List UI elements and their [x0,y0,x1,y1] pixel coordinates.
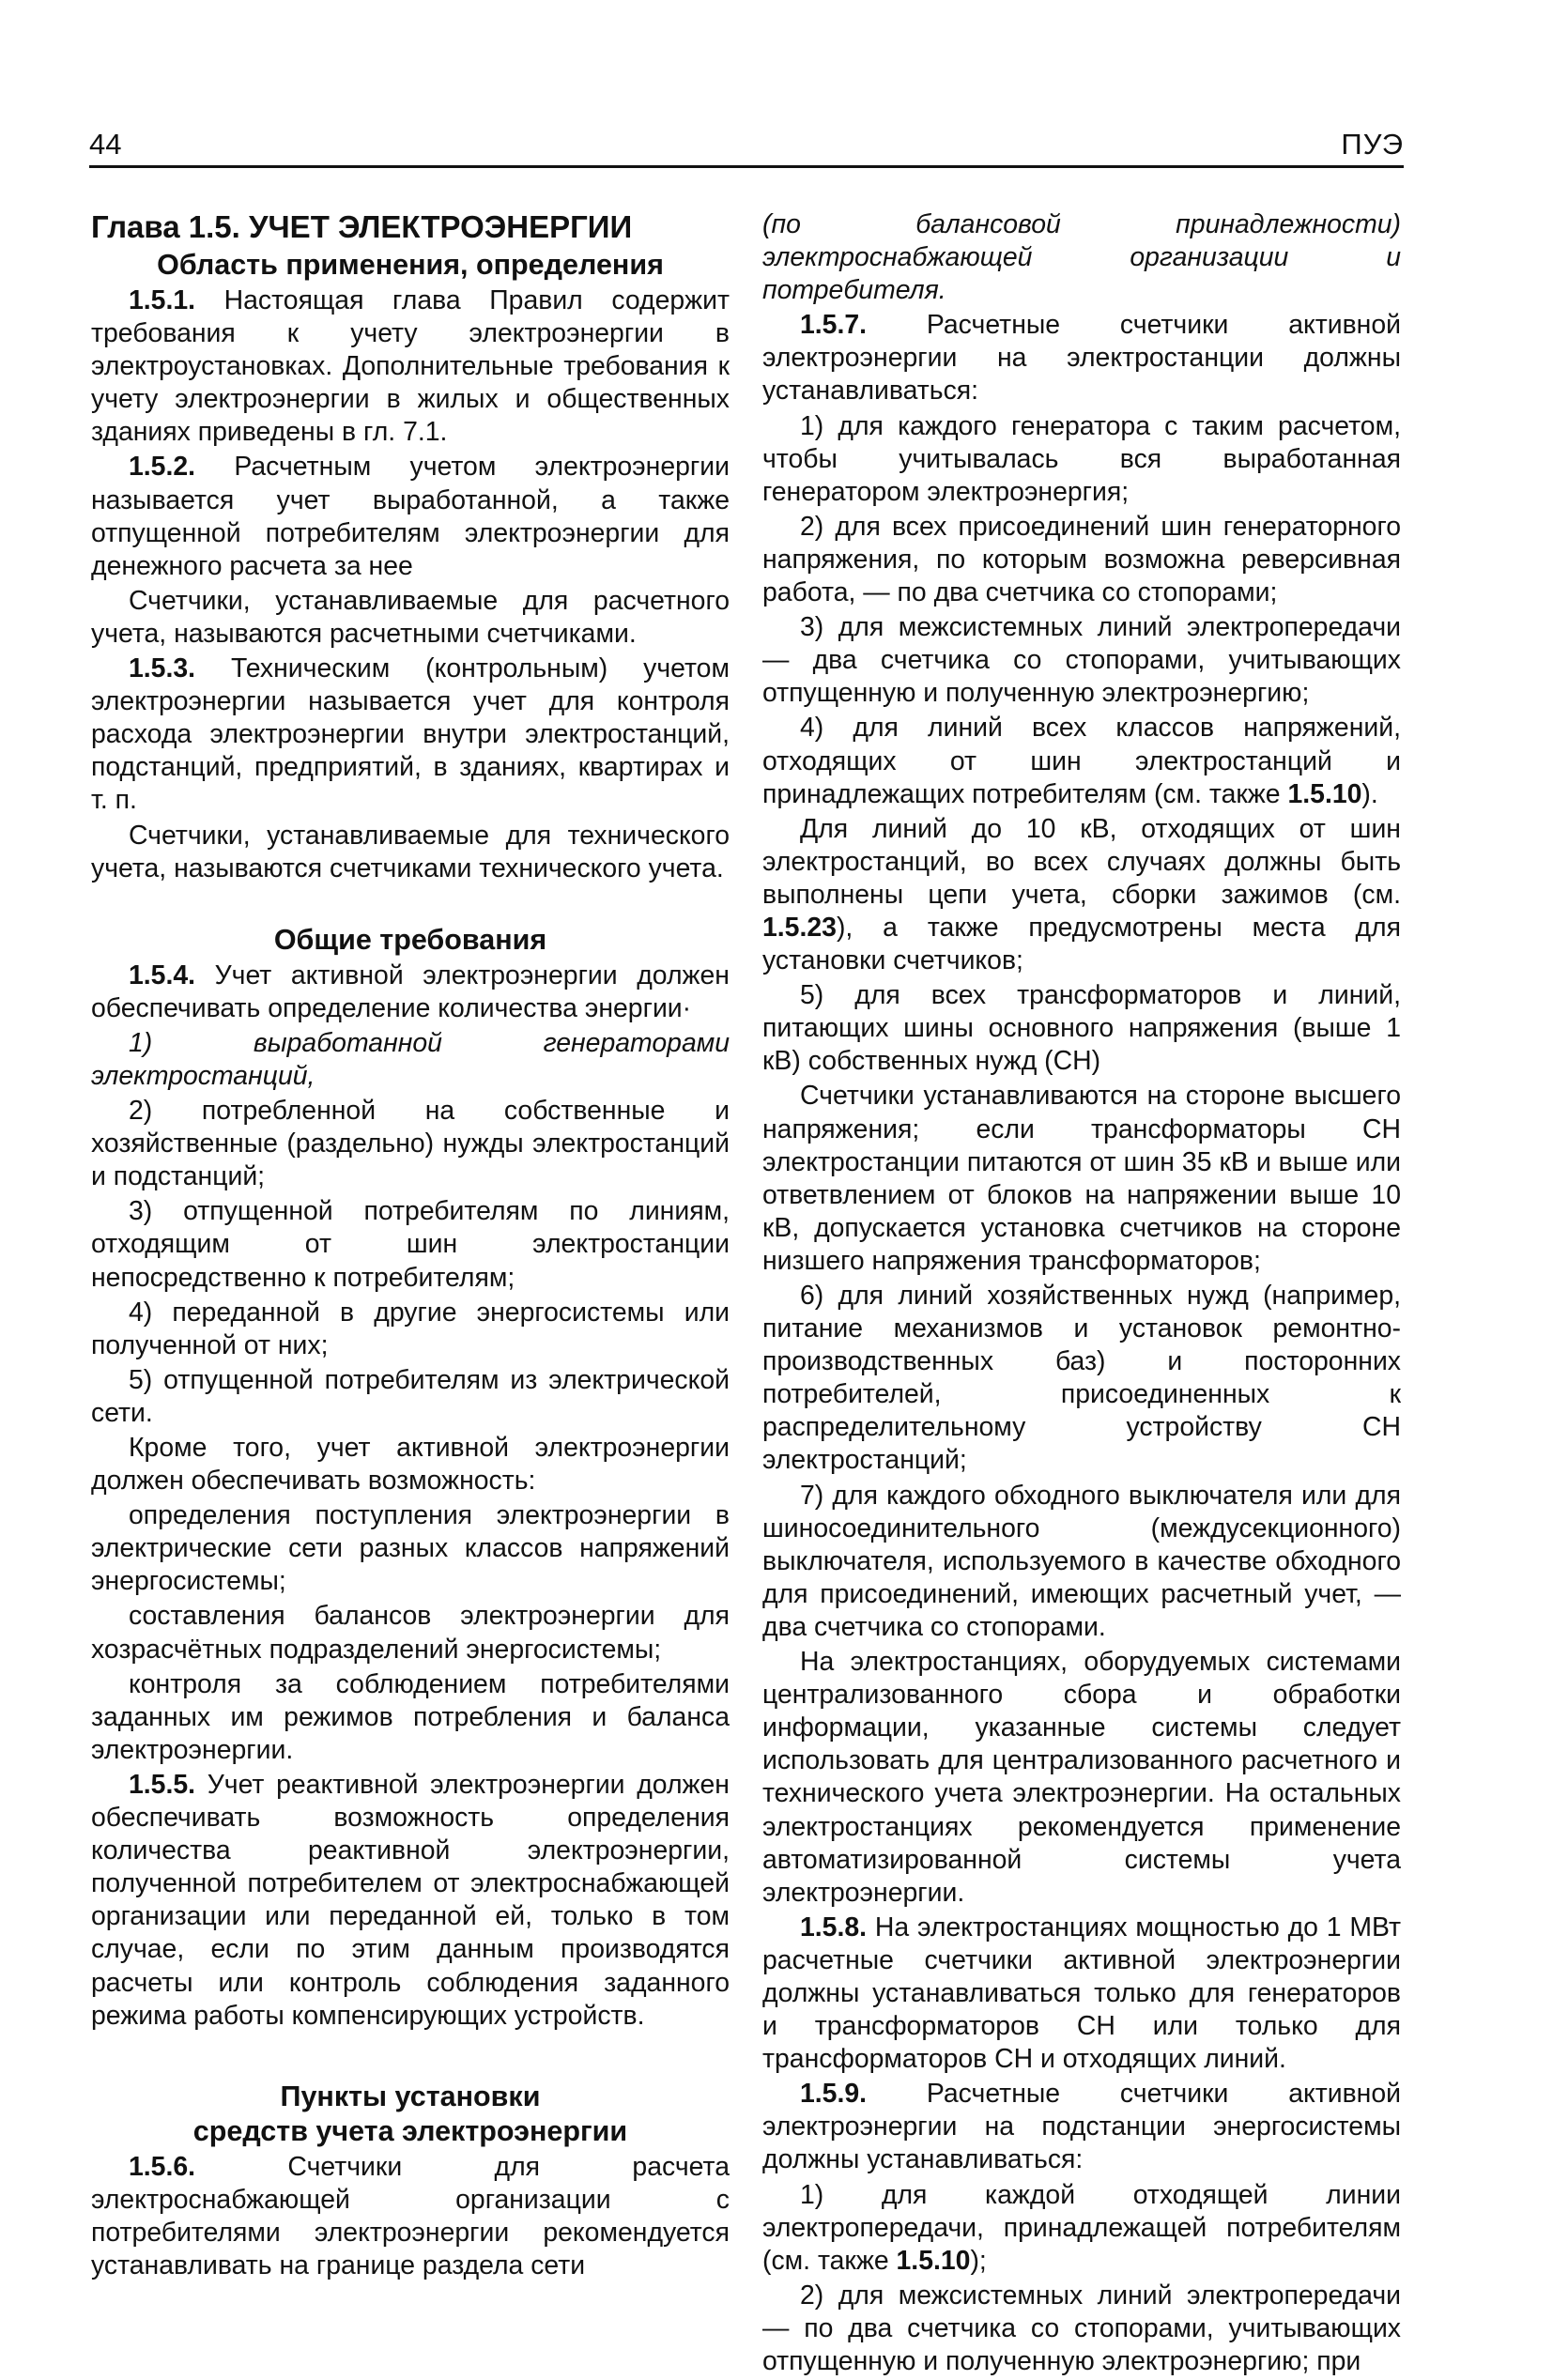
list-item: 5) отпущенной потребителям из электрической сети. [91,1364,730,1428]
paragraph-1-5-5 [91,1769,730,2033]
paragraph-text: Настоящая глава Правил содержит требования к учету электроэнергии в электроустановках. Дополнительные требования к учету электроэнергии в жилых и общественных зданиях приведены в гл. 7.1. [91,285,730,448]
list-item: 2) для всех присоединений шин генераторного напряжения, по которым возможна реверсивная работа, — по два счетчика со стопорами; [762,511,1401,608]
paragraph-text: Для линий до 10 кВ, отходящих от шин электростанций, во всех случаях должны быть выполнены цепи учета, сборки зажимов (см. [762,813,1401,910]
list-item: 3) отпущенной потребителям по линиям, отходящим от шин электростанции непосредственно к потребителям; [91,1196,730,1293]
item-text: 1) для каждой отходящей линии электропередачи, принадлежащей потребителям (см. также [762,2179,1401,2276]
item-text: ); [970,2245,987,2276]
item-text: 4) для линий всех классов напряжений, отходящих от шин электростанций и принадлежащих потребителям (см. также [762,713,1401,809]
header-rule [89,165,1404,168]
paragraph-text: Учет реактивной электроэнергии должен обеспечивать возможность определения количества реактивной электроэнергии, полученной потребителем от электроснабжающей организации или переданной ей, только в том случае, если по этим данным производятся расчеты или контроль соблюдения заданного режима работы компенсирующих устройств. [91,1769,730,2031]
paragraph-text: Расчетные счетчики активной электроэнергии на подстанции энергосистемы должны устанавливаться: [762,2079,1401,2175]
paragraph: Кроме того, учет активной электроэнергии должен обеспечивать возможность: [91,1433,730,1497]
left-column [91,208,730,2284]
list-item: 5) для всех трансформаторов и линий, питающих шины основного напряжения (выше 1 кВ) собственных нужд (СН) [762,980,1401,1077]
paragraph-1-5-9 [762,2078,1401,2176]
paragraph-1-5-6 [91,2151,730,2282]
paragraph-text: Счетчики для расчета электроснабжающей организации с потребителями электроэнергии рекомендуется устанавливать на границе раздела сети [91,2151,730,2280]
paragraph: Счетчики, устанавливаемые для расчетного учета, называются расчетными счетчиками. [91,585,730,649]
list-item: 3) для межсистемных линий электропередачи — два счетчика со стопорами, учитывающих отпущенную и полученную электроэнергию; [762,612,1401,709]
clause-number: 1.5.6. [129,2151,196,2182]
paragraph-text: ), а также предусмотрены места для установки счетчиков; [762,912,1401,976]
list-item: 6) для линий хозяйственных нужд (например, питание механизмов и установок ремонтно-производственных баз) и посторонних потребителей, присоединенных к распределительному устройству СН электростанций; [762,1281,1401,1476]
list-item: 7) для каждого обходного выключателя или для шиносоединительного (междусекционного) выключателя, используемого в качестве обходного для присоединений, имеющих расчетный учет, — два счетчика со стопорами. [762,1480,1401,1642]
paragraph-1-5-4 [91,960,730,1025]
item-text: ). [1361,778,1378,809]
list-item: контроля за соблюдением потребителями заданных им режимов потребления и баланса электроэнергии. [91,1668,730,1765]
page-header [89,128,1404,169]
list-item: 1) для каждого генератора с таким расчетом, чтобы учитывалась вся выработанная генератором электроэнергия; [762,410,1401,507]
paragraph-text: (по балансовой принадлежности) электроснабжающей организации и потребителя. [762,209,1401,306]
list-item: 2) потребленной на собственные и хозяйственные (раздельно) нужды электростанций и подстанций; [91,1096,730,1192]
list-item [762,712,1401,810]
section-title-general: Общие требования [273,923,547,956]
clause-number: 1.5.9. [800,2079,868,2110]
paragraph-1-5-2 [91,451,730,582]
paragraph-1-5-3 [91,653,730,817]
clause-number: 1.5.2. [129,452,196,483]
paragraph-text: Расчетные счетчики активной электроэнергии на электростанции должны устанавливаться: [762,310,1401,407]
section-title-scope: Область применения, определения [157,249,664,281]
chapter-title: Глава 1.5. УЧЕТ ЭЛЕКТРОЭНЕРГИИ [91,209,633,244]
paragraph: Счетчики, устанавливаемые для технического учета, называются счетчиками технического учета. [91,820,730,883]
cross-reference: 1.5.10 [896,2245,971,2276]
page-number: 44 [89,128,122,161]
clause-number: 1.5.8. [800,1912,868,1942]
section-title-install-line2: средств учета электроэнергии [192,2114,628,2147]
paragraph [762,813,1401,977]
list-item: 2) для межсистемных линий электропередачи — по два счетчика со стопорами, учитывающих отпущенную и полученную электроэнергию; при [762,2280,1401,2376]
list-item: 1) выработанной генераторами электростанций, [91,1027,730,1091]
clause-number: 1.5.4. [129,960,196,990]
paragraph: На электростанциях, оборудуемых системами централизованного сбора и обработки информации, указанные системы следует использовать для централизованного расчетного и технического учета электроэнергии. На остальных электростанциях рекомендуется применение автоматизированной системы учета электроэнергии. [762,1647,1401,1908]
list-item: составления балансов электроэнергии для хозрасчётных подразделений энергосистемы; [91,1601,730,1665]
paragraph-text: Учет активной электроэнергии должен обеспечивать определение количества энергии· [91,960,730,1023]
clause-number: 1.5.1. [129,285,196,315]
paragraph-text: На электростанциях мощностью до 1 МВт расчетные счетчики активной электроэнергии должны устанавливаться только для генераторов и трансформаторов СН или только для трансформаторов СН и отходящих линий. [762,1912,1401,2075]
clause-number: 1.5.3. [129,653,196,684]
cross-reference: 1.5.10 [1287,778,1362,809]
list-item: определения поступления электроэнергии в электрические сети разных классов напряжений энергосистемы; [91,1500,730,1597]
clause-number: 1.5.7. [800,310,868,341]
paragraph-text: Расчетным учетом электроэнергии называется учет выработанной, а также отпущенной потребителям электроэнергии для денежного расчета за нее [91,452,730,581]
paragraph-1-5-1 [91,284,730,449]
paragraph-continued [762,208,1401,307]
running-title: ПУЭ [1341,128,1404,161]
list-item [762,2179,1401,2278]
paragraph-1-5-8 [762,1912,1401,2076]
paragraph-1-5-7 [762,309,1401,407]
list-item: 4) переданной в другие энергосистемы или полученной от них; [91,1297,730,1360]
section-title-install-line1: Пункты установки [280,2080,541,2112]
clause-number: 1.5.5. [129,1769,196,1800]
right-column [762,208,1401,2380]
paragraph-text: Техническим (контрольным) учетом электроэнергии называется учет для контроля расхода электроэнергии внутри электростанций, подстанций, предприятий, в зданиях, квартирах и т. п. [91,653,730,816]
cross-reference: 1.5.23 [762,912,837,943]
paragraph: Счетчики устанавливаются на стороне высшего напряжения; если трансформаторы СН электростанции питаются от шин 35 кВ и выше или ответвлением от блоков на напряжении выше 10 кВ, допускается установка счетчиков на стороне низшего напряжения трансформаторов; [762,1081,1401,1276]
